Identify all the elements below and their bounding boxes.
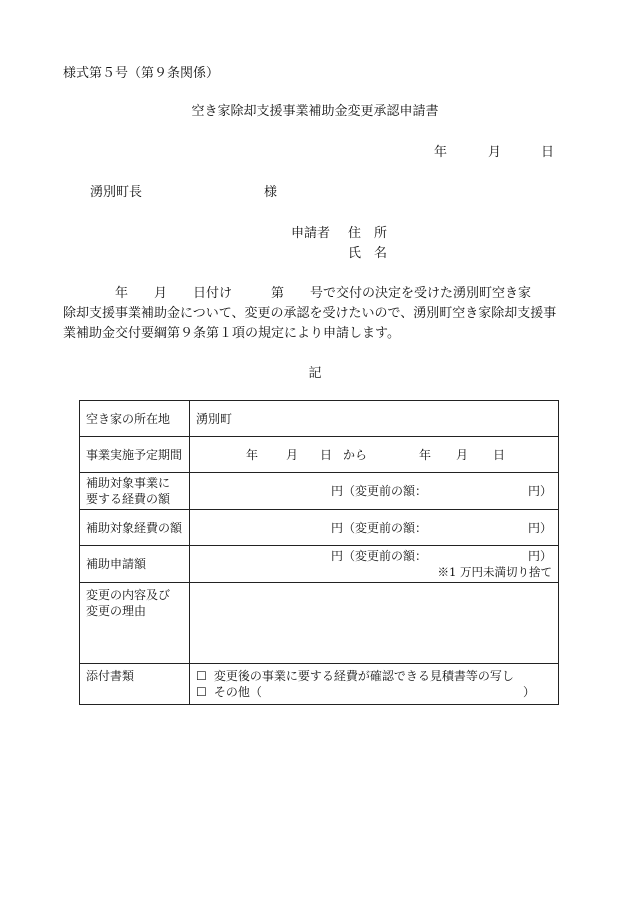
statement-line: 業補助金交付要綱第９条第１項の規定により申請します。 <box>63 326 400 341</box>
period-value[interactable] <box>190 437 559 473</box>
statement-line: 年 月 日付け 第 号で交付の決定を受けた湧別町空き家 <box>63 286 532 301</box>
yen-before-label: 円（変更前の額： <box>331 549 428 563</box>
table-row <box>80 401 559 437</box>
document-title: 空き家除却支援事業補助金変更承認申請書 <box>191 104 439 119</box>
table-row <box>80 437 559 473</box>
application-amount-value[interactable] <box>190 546 559 583</box>
applicant-label: 申請者 <box>291 226 331 241</box>
period-day-2: 日 <box>493 447 506 462</box>
yen-before-label: 円（変更前の額： <box>331 484 428 498</box>
attachment-other-close: ） <box>523 685 536 699</box>
table-row <box>80 583 559 664</box>
table-row <box>80 510 559 546</box>
yen-close-label: 円） <box>527 484 552 498</box>
period-month-1: 月 <box>286 447 299 462</box>
form-number: 様式第５号（第９条関係） <box>63 66 220 81</box>
statement-line: 除却支援事業補助金について、変更の承認を受けたいので、湧別町空き家除却支援事 <box>63 306 557 321</box>
table-row <box>80 473 559 510</box>
eligible-cost-value[interactable] <box>190 510 559 546</box>
attachments-value <box>190 664 559 705</box>
attachment-item <box>196 684 552 700</box>
yen-close-label: 円） <box>527 549 552 563</box>
location-value[interactable]: 湧別町 <box>190 401 559 437</box>
period-month-2: 月 <box>456 447 469 462</box>
period-from: から <box>343 447 368 462</box>
location-label: 空き家の所在地 <box>80 401 190 437</box>
attachment-estimate-label: 変更後の事業に要する経費が確認できる見積書等の写し <box>213 669 514 683</box>
period-year-1: 年 <box>246 447 259 462</box>
checkbox-icon[interactable]: ☐ <box>196 685 207 699</box>
application-amount-label: 補助申請額 <box>80 546 190 583</box>
target-cost-value[interactable] <box>190 473 559 510</box>
checkbox-icon[interactable]: ☐ <box>196 669 207 683</box>
change-reason-field[interactable] <box>190 583 559 664</box>
yen-before-label: 円（変更前の額： <box>331 520 428 535</box>
table-row <box>80 546 559 583</box>
target-cost-label: 補助対象事業に 要する経費の額 <box>80 473 190 510</box>
attachments-label: 添付書類 <box>80 664 190 705</box>
applicant-address-label: 住 所 <box>348 226 388 241</box>
period-year-2: 年 <box>419 447 432 462</box>
applicant-name-label: 氏 名 <box>348 246 388 261</box>
table-row <box>80 664 559 705</box>
date-year-label: 年 <box>434 145 448 160</box>
details-table <box>79 400 559 705</box>
change-reason-label: 変更の内容及び 変更の理由 <box>80 583 190 664</box>
application-statement <box>63 284 571 344</box>
date-month-label: 月 <box>488 145 502 160</box>
yen-close-label: 円） <box>527 520 552 535</box>
addressee-name: 湧別町長 <box>90 185 143 200</box>
attachment-item <box>196 668 552 684</box>
period-label: 事業実施予定期間 <box>80 437 190 473</box>
eligible-cost-label: 補助対象経費の額 <box>80 510 190 546</box>
ki-heading: 記 <box>308 366 322 381</box>
period-day-1: 日 <box>320 447 333 462</box>
addressee-honorific: 様 <box>264 185 278 200</box>
rounding-note: ※1 万円未満切り捨て <box>437 565 552 579</box>
date-day-label: 日 <box>541 145 555 160</box>
attachment-other-label: その他（ <box>213 685 262 699</box>
